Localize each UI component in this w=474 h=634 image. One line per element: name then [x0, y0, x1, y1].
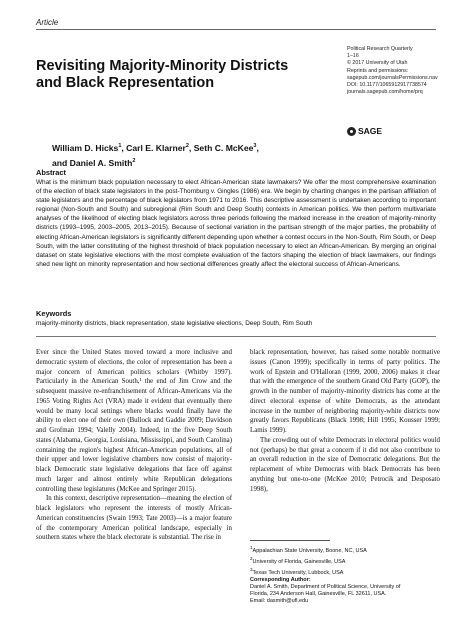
body-paragraph: black representation, however, has raised some notable normative issues (Canon 1999); specifically in terms of party politics. The work of Epstein and O'Halloran (1999, 2000, 2006) makes it clear that with the emergence of the southern Grand Old Party (GOP), the growth in the number of majority-minority districts has come at the direct electoral expense of white Democrats, as the attendant increase in the number of neighboring majority-white districts now greatly favors Republicans (Black 1998; Hill 1995; Kousser 1999; Lamis 1999).	[250, 349, 440, 434]
article-title: Revisiting Majority-Minority Districts and Black Representation	[36, 58, 289, 91]
corresponding-author-email[interactable]: Email: dasmith@ufl.edu	[250, 598, 309, 605]
author-list: William D. Hicks$^1$, Carl E. Klarner$^2$, Seth C. McKee$^3$, and Daniel A. Smith$^2$	[52, 142, 259, 168]
journal-name: Political Research Quarterly	[347, 46, 413, 52]
author-affiliation-mark: 3	[253, 143, 257, 149]
sage-logo-text: SAGE	[358, 126, 383, 136]
abstract-section	[36, 168, 436, 269]
abstract-text: What is the minimum black population necessary to elect African-American state lawmakers? We offer the most comprehensive examination of the election of black state legislators in the post-Thornburg v. Gingles (1986) era. We begin by charting changes in the partisan affiliation of state legislators and the percentage of black legislators from 1971 to 2016. This descriptive assessment is undertaken according to important regional (Non-South and South) and subregional (Rim South and Deep South) contexts in American politics. We then perform multivariate analyses of the likelihood of electing black legislators across three periods following the marked increase in the creation of majority-minority districts (1993–1995, 2003–2005, 2013–2015). Because of sectional variation in the partisan strength of the major parties, the probability of electing African-American legislators is significantly different depending upon whether a contest occurs in the Non-South, Rim South, or Deep South, with the latter constituting of the highest threshold of black population necessary to elect an African-American. By merging an original dataset on state legislative elections with the most complete evaluation of the factors shaping the election of black lawmakers, our findings shed new light on minority representation and how sectional differences greatly affect the electoral success of African-Americans.	[36, 179, 436, 268]
footnote-item: $^1$Appalachian State University, Boone, NC, USA	[250, 545, 367, 554]
keywords-heading: Keywords	[36, 309, 72, 318]
footnote-item: $^3$Texas Tech University, Lubbock, USA	[250, 566, 344, 576]
section-divider	[36, 336, 436, 337]
corresponding-author	[250, 577, 450, 605]
author-name: Seth C. McKee	[193, 142, 254, 153]
body-column-right	[250, 348, 440, 494]
corresponding-author-line: Florida, 234 Anderson Hall, Gainesville, FL 32611, USA.	[250, 591, 387, 598]
sage-logo	[347, 126, 382, 136]
journal-home-link[interactable]: journals.sagepub.com/home/prq	[347, 89, 423, 96]
copyright: © 2017 University of Utah	[347, 60, 408, 67]
article-type-label: Article	[36, 18, 59, 27]
keywords-text: majority-minority districts, black representation, state legislative elections, Deep South, Rim South	[36, 320, 313, 327]
abstract-heading: Abstract	[36, 168, 66, 177]
author-affiliation-mark: 2	[185, 143, 189, 149]
footnote-divider	[250, 540, 330, 541]
doi-link[interactable]: DOI: 10.1177/1065912917738574	[347, 82, 427, 89]
author-name: William D. Hicks	[52, 142, 119, 153]
footnote-item: $^2$University of Florida, Gainesville, USA	[250, 555, 346, 565]
sage-logo-icon	[347, 127, 356, 136]
body-paragraph: The crowding out of white Democrats in electoral politics would not (perhaps) be that great a concern if it did not also contribute to an overall reduction in the size of Democratic delegations. But the replacement of white Democrats with black Democrats has been anything but one-to-one (McKee 2010; Petrocik and Desposato 1998),	[250, 436, 440, 493]
author-name: Carl E. Klarner	[126, 142, 186, 153]
keywords-section	[36, 309, 436, 328]
page-range: 1–16	[347, 53, 359, 60]
corresponding-author-heading: Corresponding Author:	[250, 577, 311, 583]
header-divider	[36, 29, 436, 30]
corresponding-author-line: Daniel A. Smith, Department of Political Science, University of	[250, 584, 401, 591]
permissions-link[interactable]: sagepub.com/journalsPermissions.nav	[347, 74, 438, 81]
affiliation-footnotes	[250, 544, 440, 576]
body-paragraph: In this context, descriptive representation—meaning the election of black legislators who represent the interests of mostly African-American constituencies (Swain 1993; Tate 2003)—is a major feature of the contemporary American political landscape, especially in southern states where the black electorate is substantial. The rise in	[36, 495, 232, 542]
body-paragraph: Ever since the United States moved toward a more inclusive and democratic system of elections, the color of representation has been a major concern of American politics scholars (Whitby 1997). Particularly in the American South,¹ the end of Jim Crow and the subsequent massive re-enfranchisement of African-Americans via the 1965 Voting Rights Act (VRA) made it evident that eventually there would be many local settings where blacks would finally have the ability to elect one of their own (Bullock and Gaddie 2009; Davidson and Grofman 1994; Valelly 2004). Indeed, in the five Deep South states (Alabama, Georgia, Louisiana, Mississippi, and South Carolina) containing the region's highest African-American populations, all of their upper and lower legislative chambers now consist of majority-black Democratic state legislative delegations that face off against much larger and almost entirely white Republican delegations controlling these legislatures (McKee and Springer 2015).	[36, 349, 232, 493]
reprints-label: Reprints and permissions:	[347, 67, 409, 74]
body-column-left	[36, 348, 232, 543]
journal-info	[347, 46, 447, 96]
author-affiliation-mark: 1	[118, 143, 122, 149]
author-name: Daniel A. Smith	[69, 157, 133, 168]
author-affiliation-mark: 2	[132, 157, 136, 164]
